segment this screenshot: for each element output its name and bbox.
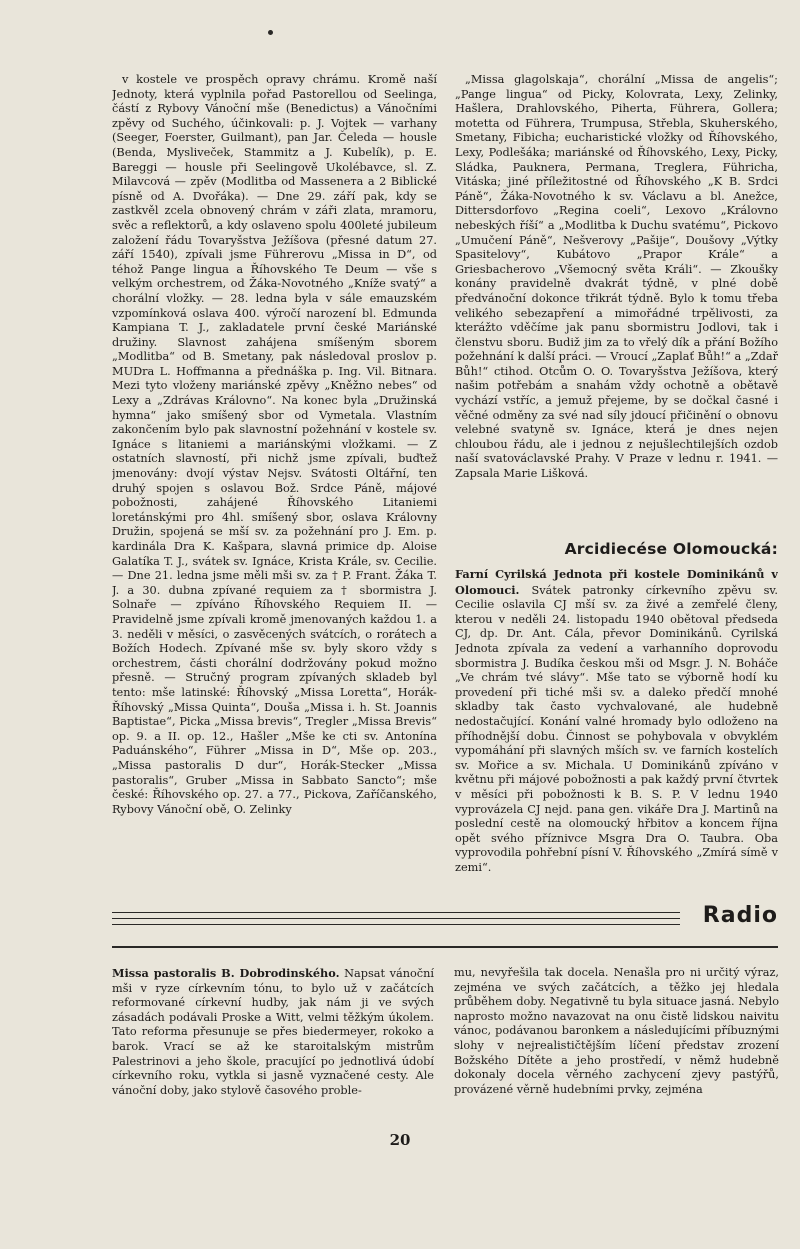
olomouc-report-paragraph <box>455 567 778 875</box>
radio-article-title: Missa pastoralis B. Dobrodinského. <box>112 966 340 980</box>
radio-right-text: mu, nevyřešila tak docela. Nenašla pro ni určitý výraz, zejména ve svých začátcích, a těžko jej hledala průběhem doby. Negativně tu byla situace jasná. Nebylo naprosto možno navazovat na onu čistě lidskou naivitu vánoc, podávanou baronkem a následujícími příbuznými slohy v nejrealističtějším líčení představ zrození Božského Dítěte a jeho prostředí, v němž hudebně dokonaly docela věrného zachycení zjevy pastýřů, provázené věrně hudebními prvky, zejména <box>454 966 779 1096</box>
right-column-text: „Missa glagolskaja“, chorální „Missa de angelis“; „Pange lingua“ od Picky, Kolovrata, Lexy, Zelinky, Hašlera, Drahlovského, Piherta, Führera, Gollera; motetta od Führera, Trumpusa, Střebla, Skuherského, Smetany, Fibicha; eucharistické vložky od Říhovského, Lexy, Podlešáka; mariánské od Říhovského, Lexy, Picky, Sládka, Pauknera, Permana, Treglera, Führicha, Vitáska; jiné příležitostné od Říhovského „K B. Srdci Páně“, Žáka-Novotného k sv. Václavu a bl. Anežce, Dittersdorfovo „Regina coeli“, Lexovo „Královno nebeských říší“ a „Modlitba k Duchu svatému“, Pickovo „Umučení Páně“, Nešverovy „Pašije“, Doušovy „Výtky Spasitelovy“, Kubátovo „Prapor Krále“ a Griesbacherovo „Všemocný světa Králi“. — Zkoušky konány pravidelně dvakrát týdně, v plné době předvánoční dokonce třikrát týdně. Bylo k tomu třeba velikého sebezapření a mimořádné trpělivosti, za kterážto vděčíme jak panu sbormistru Jodlovi, tak i členstvu sboru. Budiž jim za to vřelý dík a přání Božího požehnání k další práci. — Vroucí „Zaplať Bůh!“ a „Zdař Bůh!“ ctihod. Otcům O. O. Tovaryšstva Ježíšova, který našim potřebám a snahám vždy ochotně a obětavě vychází vstříc, a jemuž přejeme, by se dočkal časné i věčné odměny za své nad síly jdoucí přičinění o obnovu velebné svatyně sv. Ignáce, která je dnes nejen chloubou řádu, ale i jednou z nejušlechtilejších ozdob naší svatováclavské Prahy. V Praze v lednu r. 1941. — Zapsala Marie Lišková. <box>455 73 778 481</box>
page-number: 20 <box>389 1131 411 1149</box>
radio-left-paragraph <box>112 966 434 1098</box>
olomouc-report-title: Farní Cyrilská Jednota při kostele Dominikánů v Olomouci. <box>455 567 778 597</box>
right-column <box>455 73 778 543</box>
radio-heading: Radio <box>702 903 778 928</box>
left-column-text: v kostele ve prospěch opravy chrámu. Kromě naší Jednoty, která vyplnila pořad Pastorellou od Seelinga, částí z Rybovy Vánoční mše (Benedictus) a Vánočními zpěvy od Suchého, účinkovali: p. J. Vojtek — varhany (Seeger, Foerster, Guilmant), pan Jar. Čeleda — housle (Benda, Mysliveček, Stammitz a J. Kubelík), p. E. Bareggi — housle při Seelingově Ukolébavce, sl. Z. Milavcová — zpěv (Modlitba od Massenета a 2 Biblické písně od A. Dvořáka). — Dne 29. září pak, kdy se zastkvěl zcela obnovený chrám v záři zlata, mramoru, svěc a reflektorů, a kdy oslaveno spolu 400leté jubileum založení řádu Tovaryšstva Ježíšova (přesné datum 27. září 1540), zpívali jsme Führerovu „Missa in D“, od téhož Pange lingua a Říhovského Te Deum — vše s velkým orchestrem, od Žáka-Novotného „Kníže svatý“ a chorální vložky. — 28. ledna byla v sále emauzském vzpomínková oslava 400. výročí narození bl. Edmunda Kampiana T. J., zakladatele první české Mariánské družiny. Slavnost zahájena smíšeným sborem „Modlitba“ od B. Smetany, pak následoval proslov p. MUDra L. Hoffmanna a přednáška p. Ing. Vil. Bitnara. Mezi tyto vloženy mariánské zpěvy „Kněžno nebes“ od Lexy a „Zdrávas Královno“. Na konec byla „Družinská hymna“ jako smíšený sbor od Vymetala. Vlastním zakončením bylo pak slavnostní požehnání v kostele sv. Ignáce s litaniemi a mariánskými vložkami. — Z ostatních slavností, při nichž jsme zpívali, buďtež jmenovány: dvojí výstav Nejsv. Svátosti Oltářní, ten druhý spojen s oslavou Bož. Srdce Páně, májové pobožnosti, zahájené Říhovského Litaniemi loretánskými pro 4hl. smíšený sbor, oslava Královny Družin, spojená se mší sv. za požehnání pro J. Em. p. kardinála Dra K. Kašpara, slavná primice dp. Aloise Galatíka T. J., svátek sv. Ignáce, Krista Krále, sv. Cecilie. — Dne 21. ledna jsme měli mši sv. za † P. Frant. Žáka T. J. a 30. dubna zpívané requiem za † sbormistra J. Solnaře — zpíváno Říhovského Requiem II. — Pravidelně jsme zpívali kromě jmenovaných každou 1. a 3. neděli v měsíci, o zasvěcených svátcích, o rorátech a Božích Hodech. Zpívané mše sv. byly skoro vždy s orchestrem, části chorální dodržovány pokud možno přesně. — Stručný program zpívaných skladeb byl tento: mše latinské: Říhovský „Missa Loretta“, Horák-Říhovský „Missa Quinta“, Douša „Missa i. h. St. Joannis Baptistae“, Picka „Missa brevis“, Tregler „Missa Brevis“ op. 9. a II. op. 12., Hašler „Mše ke cti sv. Antonína Paduánského“, Führer „Missa in D“, Mše op. 203., „Missa pastoralis D dur“, Horák-Stecker „Missa pastoralis“, Gruber „Missa in Sabbato Sancto“; mše české: Říhovského op. 27. a 77., Pickova, Zaříčanského, Rybovy Vánoční obě, O. Zelinky <box>112 73 437 816</box>
radio-rule-middle <box>112 918 680 919</box>
radio-left-text: Napsat vánoční mši v ryze církevním tónu, to bylo už v začátcích reformované církevní hudby, jak nám ji ve svých zásadách podávali Proske a Witt, velmi těžkým úkolem. Tato reforma přesunuje se přes biedermeyer, rokoko a barok. Vrací se až ke staroitalským mistrům Palestrinovi a jeho škole, pracující po jednotlivá údobí církevního roku, vytkla si jasně vyznačené cesty. Ale vánoční doby, jako stylově časového proble- <box>112 967 434 1097</box>
radio-rule-top <box>112 912 680 913</box>
olomouc-report-text: Svátek patronky církevního zpěvu sv. Cecilie oslavila CJ mší sv. za živé a zemřelé členy, kterou v neděli 24. listopadu 1940 obětoval předseda CJ, dp. Dr. Ant. Cála, převor Dominikánů. Cyrilská Jednota zpívala za vedení a varhanního doprovodu sbormistra J. Budíka českou mši od Msgr. J. N. Boháče „Ve chrám tvé slávy“. Mše tato se výborně hodí ku provedení při tiché mši sv. a daleko předčí mnohé skladby tak často vychvalované, ale hudebně nedostačující. Konání valné hromady bylo odloženo na příhodnější dobu. Činnost se pohybovala v obvyklém vypomáhání při slavných mších sv. ve farních kostelích sv. Mořice a sv. Michala. U Dominikánů zpíváno v květnu při májové pobožnosti a pak každý první čtvrtek v měsíci při pobožnosti k B. S. P. V lednu 1940 vyprovázela CJ nejd. pana gen. vikáře Dra J. Martinů na poslední cestě na olomoucký hřbitov a koncem října opět svého příznivce Msgra Dra O. Taubra. Oba vyprovodila pohřební písní V. Říhovského „Zmírá símě v zemi“. <box>455 583 778 874</box>
section-heading-olomouc: Arcidiecése Olomoucká: <box>564 540 778 558</box>
radio-rule-under <box>112 946 778 948</box>
left-column <box>112 73 437 891</box>
radio-right-column <box>454 966 779 1146</box>
page-ornament-dot <box>268 30 273 35</box>
radio-rule-bottom <box>112 924 680 925</box>
olomouc-report <box>455 567 778 897</box>
radio-left-column <box>112 966 434 1146</box>
